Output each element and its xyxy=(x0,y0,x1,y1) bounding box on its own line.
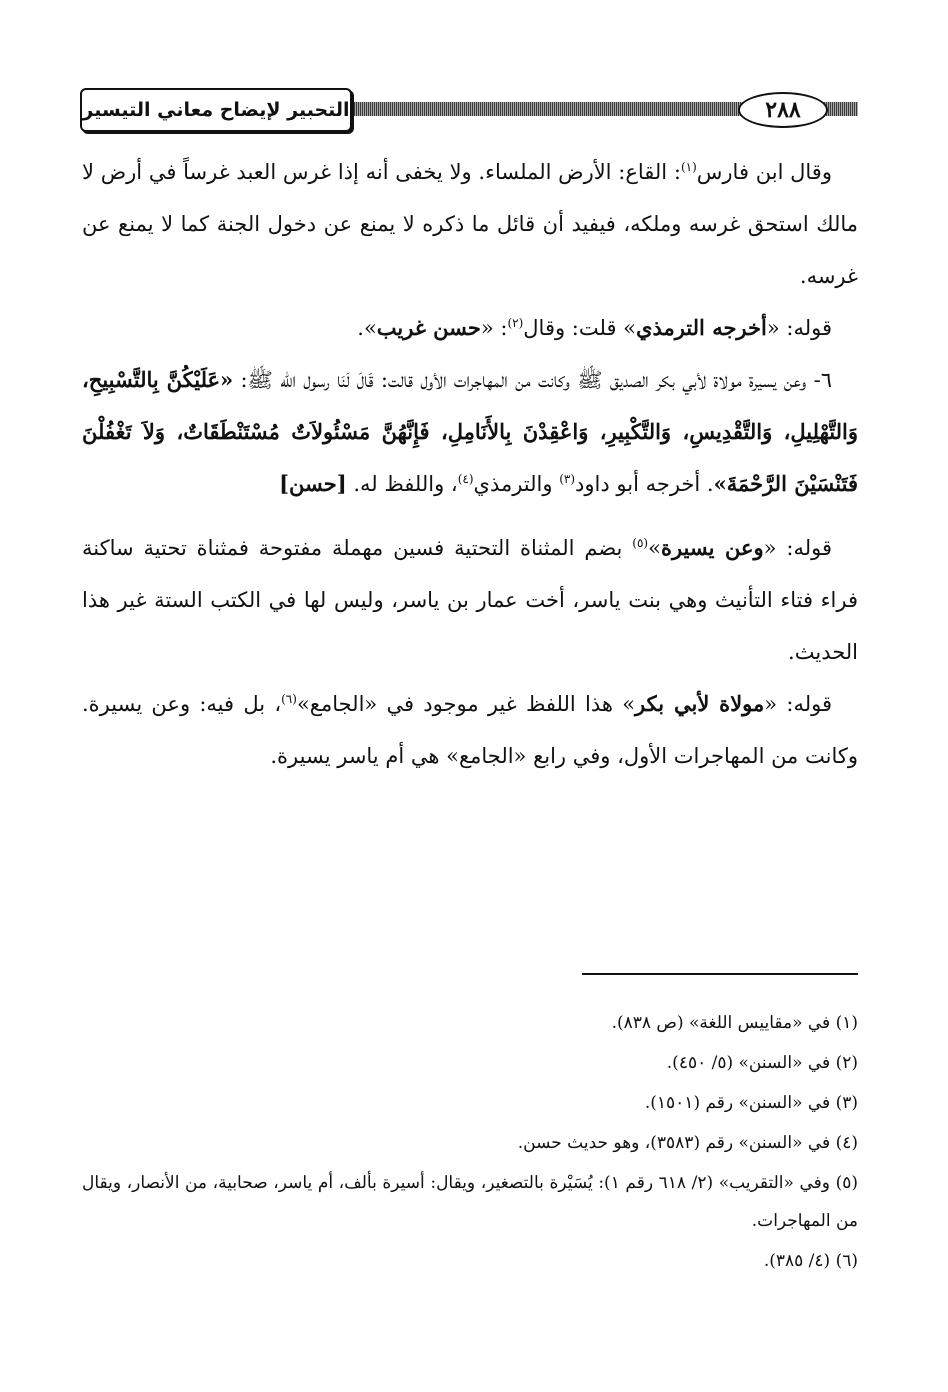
footnote-ref: (٢) xyxy=(507,316,524,330)
text: قوله: « xyxy=(764,692,832,716)
text: . أخرجه أبو داود xyxy=(575,472,714,496)
footnote-6: (٦) (٤/ ٣٨٥). xyxy=(763,1251,858,1271)
footnote-2: (٢) في «السنن» (٥/ ٤٥٠). xyxy=(666,1053,858,1073)
quoted-term: أخرجه الترمذي xyxy=(636,315,767,340)
footnote-separator xyxy=(582,973,858,975)
footnote-ref: (٤) xyxy=(457,472,474,486)
footnote-ref: (١) xyxy=(680,160,697,174)
text: » هذا اللفظ غير موجود في «الجامع» xyxy=(296,692,636,716)
paragraph-tirmidhi xyxy=(82,302,858,354)
footnote-ref: (٣) xyxy=(559,472,576,486)
paragraph-hadith-6 xyxy=(82,354,858,510)
text: ». xyxy=(357,316,377,340)
text: » قلت: وقال xyxy=(523,316,637,340)
text: وقال ابن فارس xyxy=(696,160,832,184)
page-header xyxy=(80,88,858,140)
footnote-5: (٥) وفي «التقريب» (٢/ ٦١٨ رقم ١): يُسَيْرة بالتصغير، ويقال: أسيرة بألف، أم ياسر، صحابية، من الأنصار، ويقال من المهاجرات. xyxy=(82,1173,858,1231)
quoted-term: مولاة لأبي بكر xyxy=(635,691,765,716)
page-number: ٢٨٨ xyxy=(738,92,828,128)
footnote-3: (٣) في «السنن» رقم (١٥٠١). xyxy=(644,1093,858,1113)
footnote-ref: (٦) xyxy=(281,692,297,706)
book-title: التحبير لإيضاح معاني التيسير xyxy=(80,88,352,132)
text: ، بل فيه: وعن يسيرة. وكانت من المهاجرات الأول، وفي رابع «الجامع» هي أم ياسر يسيرة. xyxy=(82,692,858,768)
footnote-1: (١) في «مقاييس اللغة» (ص ٨٣٨). xyxy=(611,1013,858,1033)
hadith-text: «عَلَيْكُنَّ بِالتَّسْبِيحِ، وَالتَّهْلِيلِ، وَالتَّقْدِيسِ، وَالتَّكْبِيرِ، وَاعْقِدْنَ بِالأَنَامِلِ، فَإِنَّهُنَّ مَسْئُولاَتٌ مُسْتَنْطَقَاتٌ، وَلاَ تَغْفُلْنَ فَتَنْسَيْنَ الرَّحْمَةَ» xyxy=(82,367,858,496)
text: بضم المثناة التحتية فسين مهملة مفتوحة فمثناة تحتية ساكنة فراء فتاء التأنيث وهي بنت ياسر، أخت عمار بن ياسر، وليس لها في الكتب الستة غير هذا الحديث. xyxy=(82,536,858,664)
text: ، واللفظ له. xyxy=(346,472,458,496)
footnotes xyxy=(82,1004,858,1280)
paragraph-mawlat xyxy=(82,678,858,782)
paragraph-yusayra xyxy=(82,522,858,678)
text: : « xyxy=(480,316,508,340)
paragraph-ibn-faris xyxy=(82,146,858,302)
text: قوله: « xyxy=(763,536,832,560)
quoted-term: وعن يسيرة xyxy=(660,535,764,560)
text: : القاع: الأرض الملساء. ولا يخفى أنه إذا غرس العبد غرساً في أرض لا مالك استحق غرسه وملكه، فيفيد أن قائل ما ذكره لا يمنع عن دخول الجنة كما لا يمنع عن غرسه. xyxy=(82,160,858,288)
quoted-term: حسن غريب xyxy=(376,315,481,340)
text: » xyxy=(648,536,661,560)
footnote-4: (٤) في «السنن» رقم (٣٥٨٣)، وهو حديث حسن. xyxy=(517,1133,858,1153)
text: والترمذي xyxy=(473,472,560,496)
hadith-grade: [حسن] xyxy=(279,471,347,496)
text: قوله: « xyxy=(766,316,832,340)
main-text xyxy=(82,146,858,782)
text: ٦- وعن يسيرة مولاة لأبي بكر الصديق ﷺ وكانت من المهاجرات الأول قالت: قَالَ لَنَا رسول الله ﷺ: xyxy=(233,368,833,392)
footnote-ref: (٥) xyxy=(632,536,649,550)
